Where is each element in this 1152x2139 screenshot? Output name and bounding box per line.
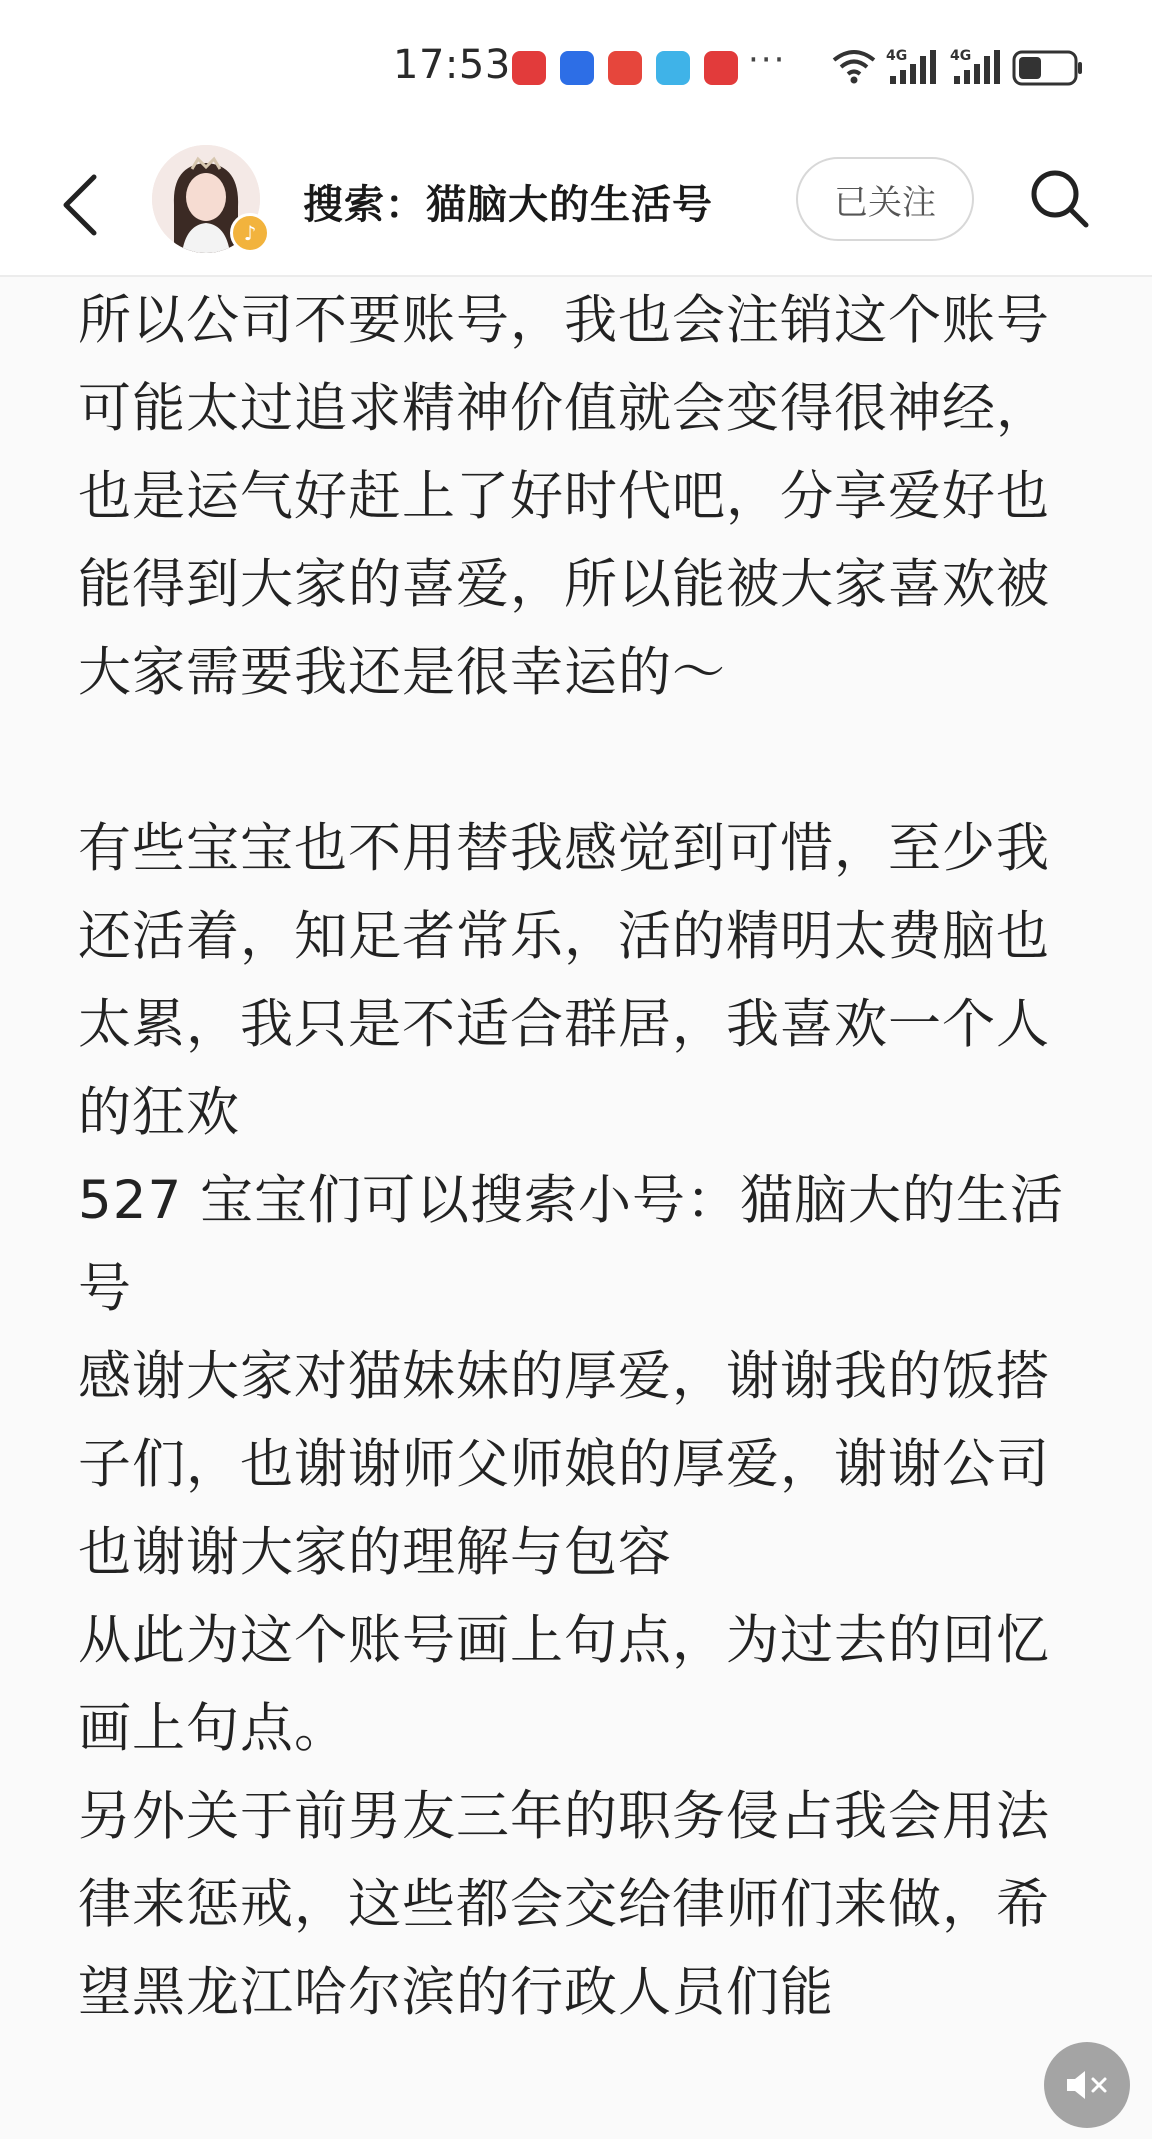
post-body <box>78 277 1088 2037</box>
app-cyan-icon <box>656 51 690 85</box>
wifi-icon <box>832 48 876 84</box>
more-notifications-icon: ··· <box>748 40 787 80</box>
profile-header <box>0 135 1152 277</box>
huawei-store-icon-2 <box>704 51 738 85</box>
battery-icon <box>1012 50 1084 86</box>
search-button[interactable] <box>1024 163 1094 233</box>
search-icon <box>1028 167 1090 229</box>
network-type-label-2: 4G <box>950 48 972 64</box>
speaker-muted-icon <box>1063 2065 1111 2105</box>
signal-icon-1 <box>886 46 944 86</box>
paragraph-5: 感谢大家对猫妹妹的厚爱，谢谢我的饭搭子们，也谢谢师父师娘的厚爱，谢谢公司也谢谢大家的理解与包容 <box>78 1346 1050 1583</box>
back-button[interactable] <box>52 165 108 245</box>
mute-button[interactable] <box>1044 2042 1130 2128</box>
paragraph-7: 另外关于前男友三年的职务侵占我会用法律来惩戒，这些都会交给律师们来做，希望黑龙江哈尔滨的行政人员们能 <box>78 1786 1050 2023</box>
status-bar <box>0 0 1152 135</box>
music-note-icon: ♪ <box>230 213 270 253</box>
paragraph-4: 527 宝宝们可以搜索小号：猫脑大的生活号 <box>78 1170 1065 1319</box>
paragraph-2: 可能太过追求精神价值就会变得很神经，也是运气好赶上了好时代吧，分享爱好也能得到大家的喜爱，所以能被大家喜欢被大家需要我还是很幸运的～ <box>78 378 1050 703</box>
signal-icon-2 <box>950 46 1008 86</box>
following-button[interactable]: 已关注 <box>796 157 974 241</box>
paragraph-6: 从此为这个账号画上句点，为过去的回忆画上句点。 <box>78 1610 1050 1759</box>
page-title: 搜索：猫脑大的生活号 <box>303 182 713 228</box>
app-blue-icon <box>560 51 594 85</box>
status-time: 17:53 <box>393 42 511 88</box>
blank-line <box>78 717 1088 805</box>
video-app-icon <box>608 51 642 85</box>
paragraph-3: 有些宝宝也不用替我感觉到可惜，至少我还活着，知足者常乐，活的精明太费脑也太累，我只是不适合群居，我喜欢一个人的狂欢 <box>78 818 1050 1143</box>
huawei-store-icon <box>512 51 546 85</box>
chevron-left-icon <box>60 173 100 237</box>
paragraph-1: 所以公司不要账号，我也会注销这个账号 <box>78 290 1050 351</box>
network-type-label-1: 4G <box>886 48 908 64</box>
post-content <box>0 277 1152 2139</box>
notification-icons <box>512 51 738 85</box>
